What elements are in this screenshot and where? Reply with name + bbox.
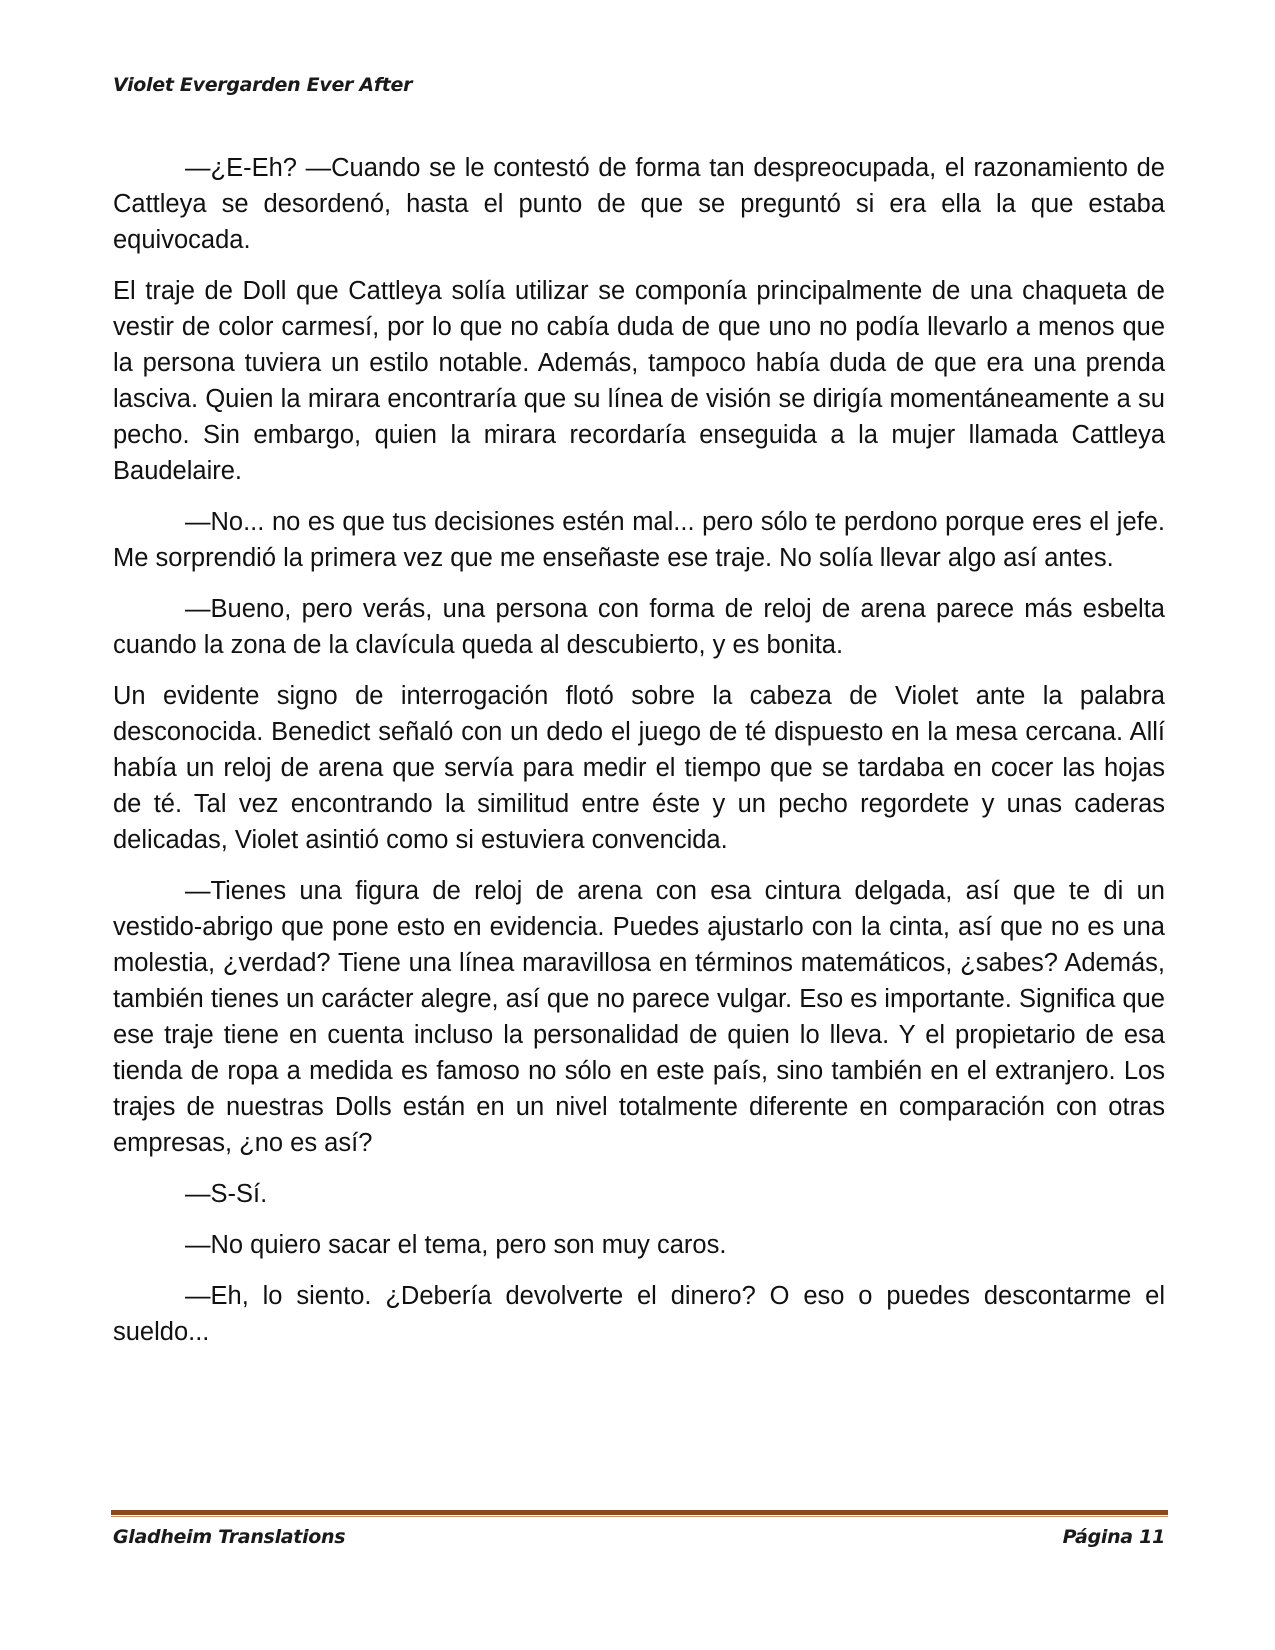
paragraph: —Tienes una figura de reloj de arena con esa cintura delgada, así que te di un vestido-abrigo que pone esto en evidencia. Puedes ajustarlo con la cinta, así que no es una molestia, ¿verdad? Tiene una línea maravillosa en términos matemáticos, ¿sabes? Además, también tienes un carácter alegre, así que no parece vulgar. Eso es importante. Significa que ese traje tiene en cuenta incluso la personalidad de quien lo lleva. Y el propietario de esa tienda de ropa a medida es famoso no sólo en este país, sino también en el extranjero. Los trajes de nuestras Dolls están en un nivel totalmente diferente en comparación con otras empresas, ¿no es así? [113, 877, 1165, 1157]
footer-divider-thick [111, 1510, 1168, 1515]
paragraph: —S-Sí. [185, 1180, 268, 1208]
footer-divider [111, 1510, 1168, 1517]
body-text [113, 150, 1165, 1365]
paragraph: Un evidente signo de interrogación flotó sobre la cabeza de Violet ante la palabra desconocida. Benedict señaló con un dedo el juego de té dispuesto en la mesa cercana. Allí había un reloj de arena que servía para medir el tiempo que se tardaba en cocer las hojas de té. Tal vez encontrando la similitud entre éste y un pecho regordete y unas caderas delicadas, Violet asintió como si estuviera convencida. [113, 682, 1165, 854]
page-number: Página 11 [1062, 1526, 1165, 1548]
paragraph: —Eh, lo siento. ¿Debería devolverte el dinero? O eso o puedes descontarme el sueldo... [113, 1282, 1165, 1346]
paragraph: —No quiero sacar el tema, pero son muy caros. [185, 1231, 727, 1259]
paragraph: —Bueno, pero verás, una persona con forma de reloj de arena parece más esbelta cuando la zona de la clavícula queda al descubierto, y es bonita. [113, 595, 1165, 659]
paragraph: —¿E-Eh? —Cuando se le contestó de forma tan despreocupada, el razonamiento de Cattleya se desordenó, hasta el punto de que se preguntó si era ella la que estaba equivocada. [113, 154, 1165, 254]
paragraph: —No... no es que tus decisiones estén mal... pero sólo te perdono porque eres el jefe. Me sorprendió la primera vez que me enseñaste ese traje. No solía llevar algo así antes. [113, 508, 1165, 572]
footer-divider-thin [111, 1516, 1168, 1517]
footer-publisher: Gladheim Translations [113, 1526, 346, 1548]
header-title: Violet Evergarden Ever After [113, 74, 413, 96]
paragraph: El traje de Doll que Cattleya solía utilizar se componía principalmente de una chaqueta de vestir de color carmesí, por lo que no cabía duda de que uno no podía llevarlo a menos que la persona tuviera un estilo notable. Además, tampoco había duda de que era una prenda lasciva. Quien la mirara encontraría que su línea de visión se dirigía momentáneamente a su pecho. Sin embargo, quien la mirara recordaría enseguida a la mujer llamada Cattleya Baudelaire. [113, 277, 1165, 485]
